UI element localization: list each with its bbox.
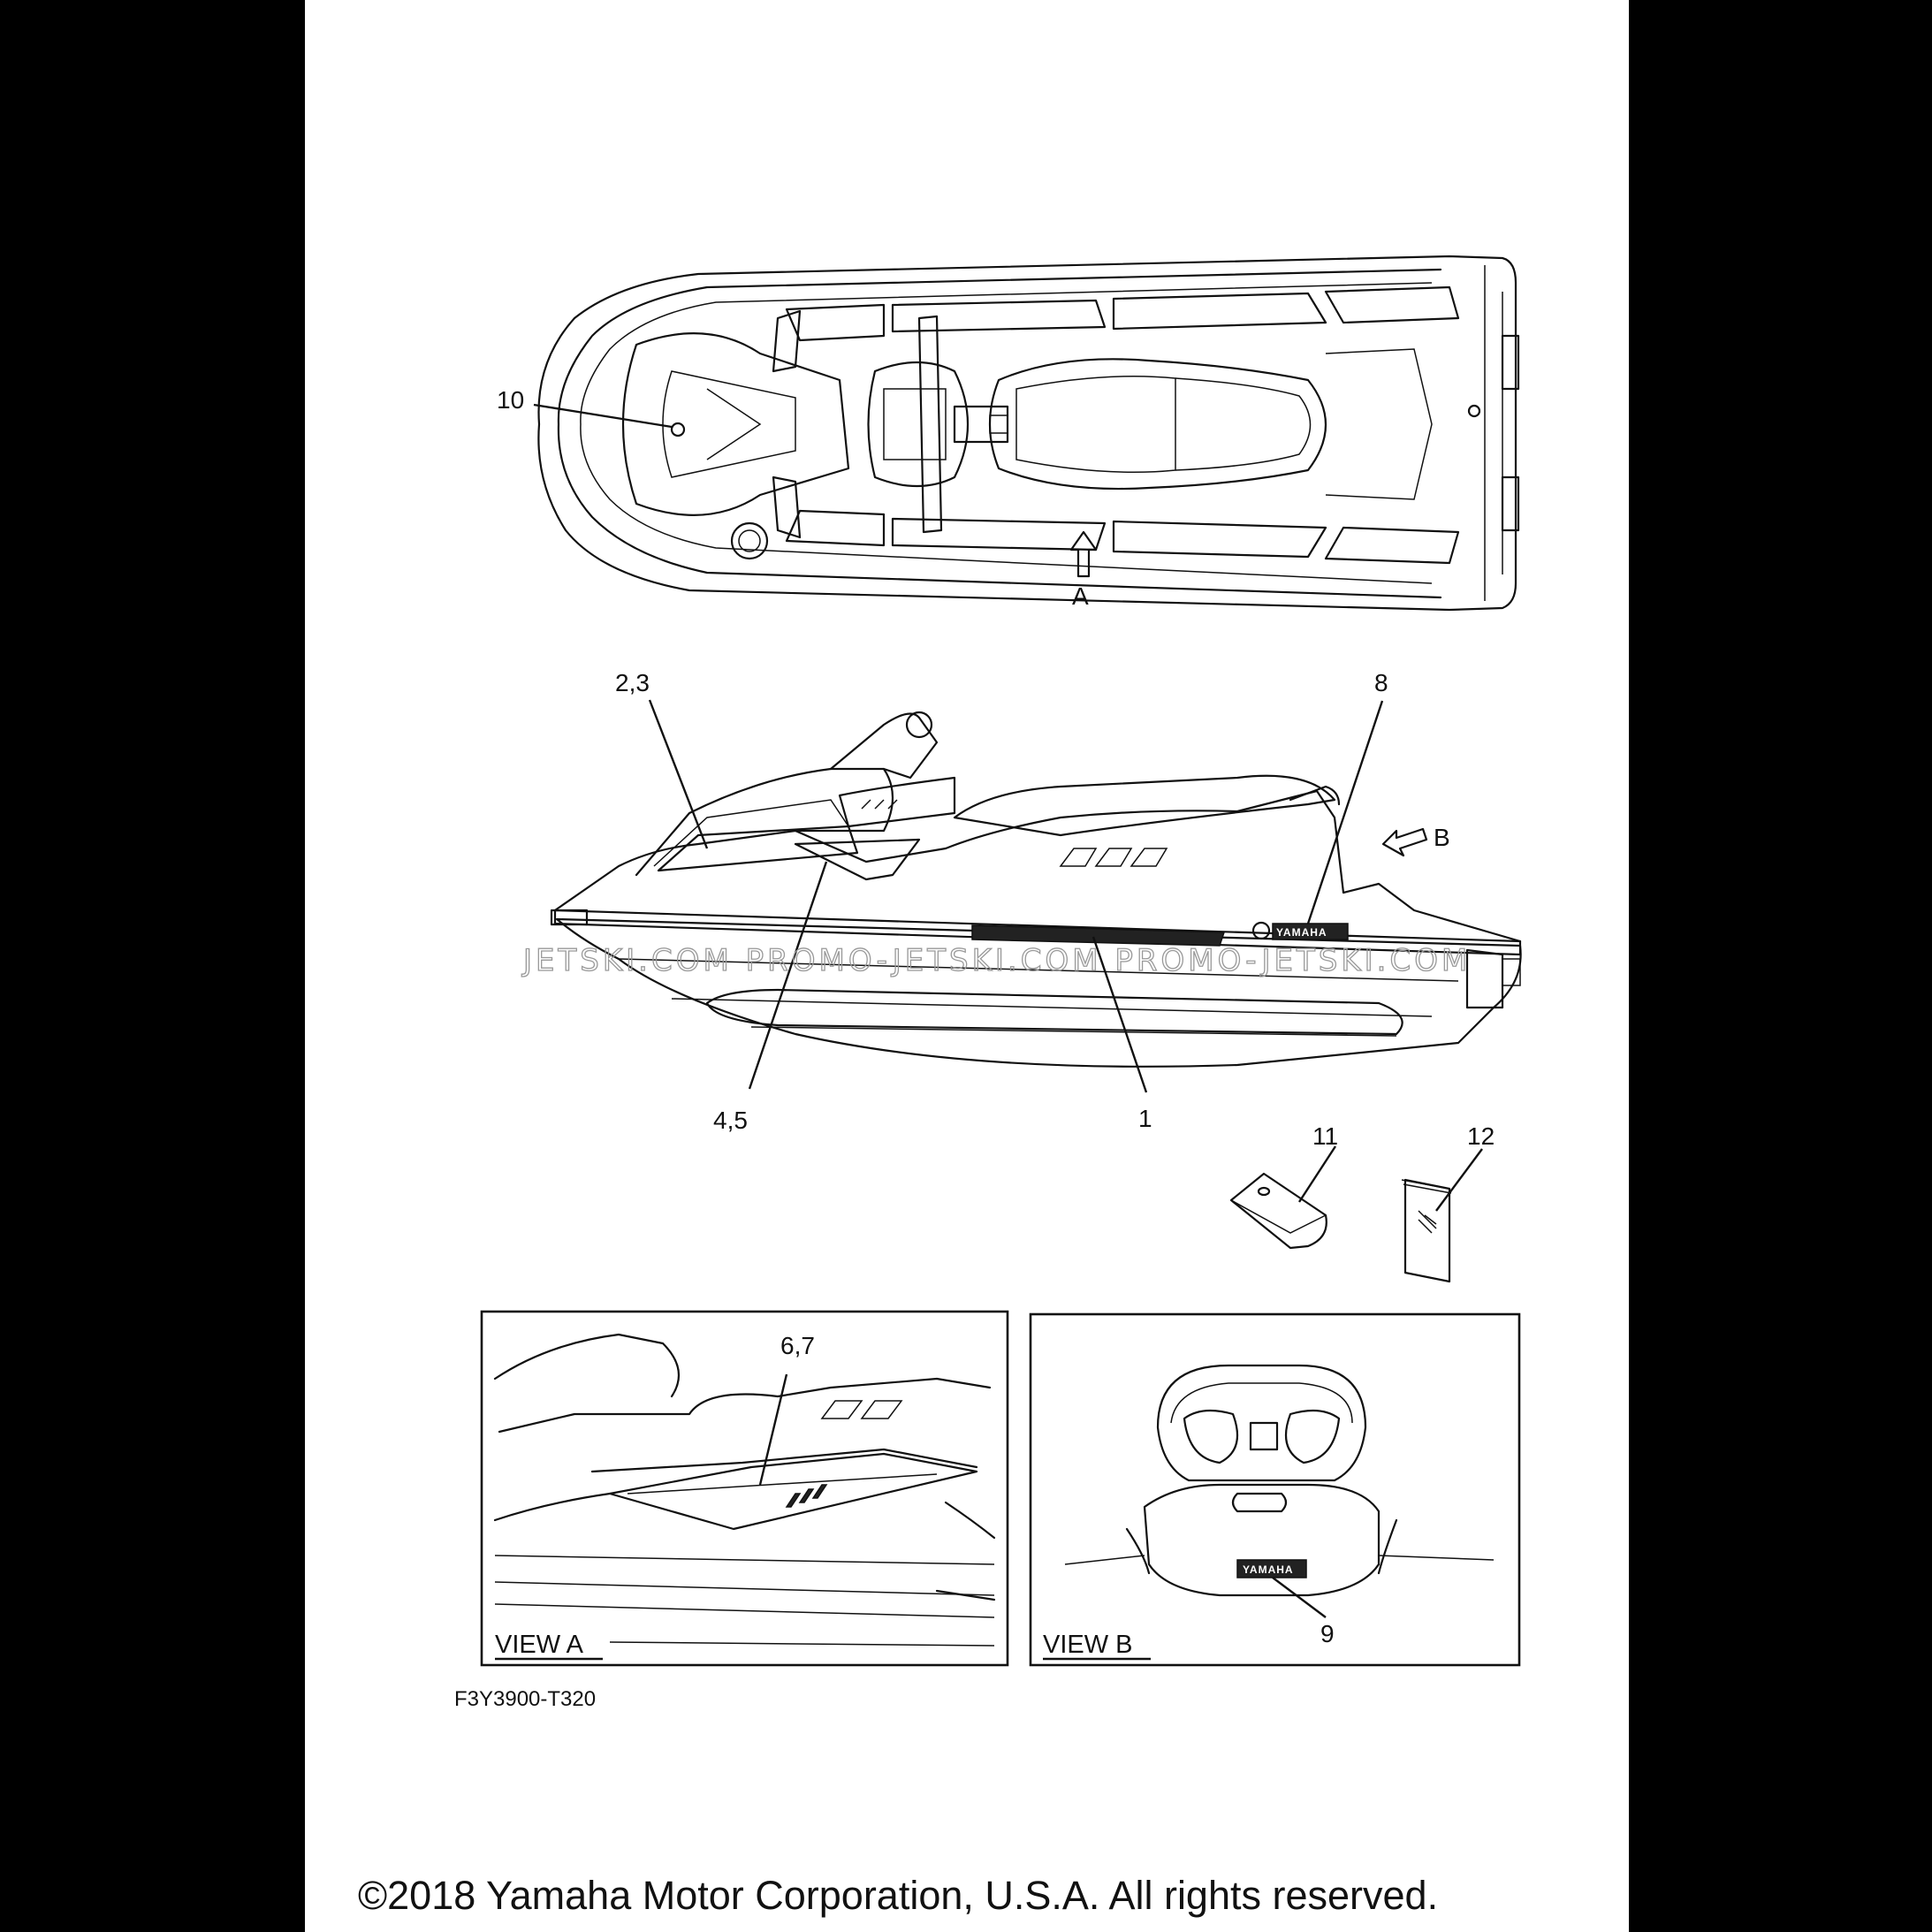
arrow-a-label: A (1072, 582, 1089, 610)
side-yamaha-decal-text: YAMAHA (1276, 926, 1327, 939)
callout-8: 8 (1374, 669, 1388, 696)
callout-4-5: 4,5 (713, 1107, 748, 1134)
view-b-label: VIEW B (1043, 1631, 1133, 1659)
callout-2-3: 2,3 (615, 669, 650, 696)
callout-9: 9 (1320, 1620, 1335, 1647)
view-a-label: VIEW A (495, 1631, 583, 1659)
rear-yamaha-decal-text: YAMAHA (1243, 1563, 1294, 1576)
arrow-b-label: B (1434, 824, 1450, 851)
callout-12: 12 (1467, 1122, 1495, 1150)
view-a-panel (482, 1312, 1008, 1665)
top-view-watercraft (497, 256, 1518, 610)
callout-11: 11 (1312, 1122, 1339, 1150)
callout-1: 1 (1138, 1105, 1152, 1132)
part-12-pouch (1402, 1122, 1495, 1282)
copyright-notice: ©2018 Yamaha Motor Corporation, U.S.A. All rights reserved. (358, 1873, 1439, 1918)
side-view-watercraft (551, 669, 1521, 1134)
callout-6-7: 6,7 (780, 1332, 815, 1359)
drawing-code: F3Y3900-T320 (454, 1687, 597, 1711)
view-b-panel (1031, 1314, 1519, 1665)
part-11-tag (1231, 1122, 1338, 1248)
callout-10: 10 (497, 386, 525, 414)
watermark-text: JETSKI.COM PROMO-JETSKI.COM PROMO-JETSKI.COM (523, 943, 1472, 978)
